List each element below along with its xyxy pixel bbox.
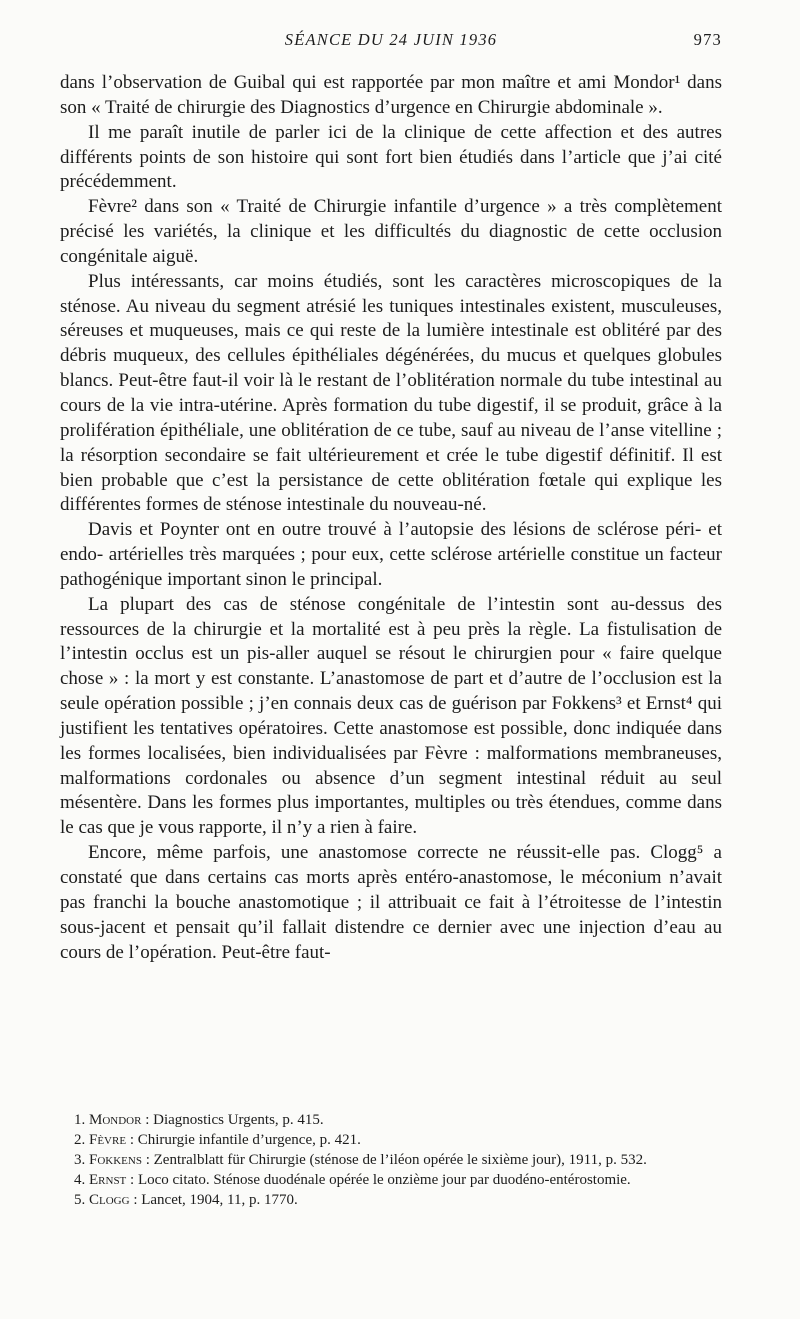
footnote-number: 1. [74, 1112, 86, 1128]
footnote-number: 2. [74, 1132, 86, 1148]
footnote-author: Fokkens [89, 1152, 142, 1168]
footnote-number: 4. [74, 1172, 86, 1188]
footnote-author: Fèvre [89, 1132, 127, 1148]
paragraph: dans l’observation de Guibal qui est rapportée par mon maître et ami Mondor¹ dans son « Traité de chirurgie des Diagnostics d’urgence en Chirurgie abdominale ». [60, 72, 722, 118]
paragraph: Fèvre² dans son « Traité de Chirurgie infantile d’urgence » a très complètement précisé les variétés, la clinique et les difficultés du diagnostic de cette occlusion congénitale aiguë. [60, 196, 722, 267]
footnote [60, 1190, 722, 1210]
paragraph: Il me paraît inutile de parler ici de la clinique de cette affection et des autres différents points de son histoire qui sont fort bien étudiés dans l’article que j’ai cité précédemment. [60, 121, 722, 193]
footnote [60, 1110, 722, 1130]
paragraph: Davis et Poynter ont en outre trouvé à l’autopsie des lésions de sclérose péri- et endo- artérielles très marquées ; pour eux, cette sclérose artérielle constitue un facteur pathogénique important sinon le principal. [60, 519, 722, 590]
footnote-text: : Diagnostics Urgents, p. 415. [141, 1112, 324, 1128]
footnote [60, 1150, 722, 1170]
footnote-text: : Zentralblatt für Chirurgie (sténose de l’iléon opérée le sixième jour), 1911, p. 532. [141, 1152, 647, 1168]
running-head-title: SÉANCE DU 24 JUIN 1936 [284, 30, 498, 49]
footnotes [60, 1110, 722, 1210]
paragraph: Encore, même parfois, une anastomose correcte ne réussit-elle pas. Clogg⁵ a constaté que dans certains cas morts après entéro-anastomose, le méconium n’avait pas franchi la bouche anastomotique ; il attribuait ce fait à l’étroitesse de l’intestin sous-jacent et pensait qu’il fallait distendre ce dernier avec une injection d’eau au cours de l’opération. Peut-être faut- [60, 842, 722, 963]
running-head [60, 30, 722, 56]
paragraph: Plus intéressants, car moins étudiés, sont les caractères microscopiques de la sténose. Au niveau du segment atrésié les tuniques intestinales existent, musculeuses, séreuses et muqueuses, mais ce qui reste de la lumière intestinale est oblitéré par des débris muqueux, des cellules épithéliales dégénérées, du mucus et quelques globules blancs. Peut-être faut-il voir là le restant de l’oblitération normale du tube intestinal au cours de la vie intra-utérine. Après formation du tube digestif, il se produit, grâce à la prolifération épithéliale, une oblitération de ce tube, sauf au niveau de l’anse vitelline ; la résorption secondaire se fait ultérieurement et crée le tube digestif définitif. Il est bien probable que c’est la persistance de cette oblitération fœtale qui explique les différentes formes de sténose intestinale du nouveau-né. [60, 270, 722, 516]
body-text [60, 71, 722, 965]
footnote-text: : Lancet, 1904, 11, p. 1770. [129, 1192, 298, 1208]
footnote-author: Mondor [89, 1112, 142, 1128]
footnote [60, 1170, 722, 1190]
footnote-text: : Loco citato. Sténose duodénale opérée le onzième jour par duodéno-entérostomie. [126, 1172, 631, 1188]
footnote-number: 5. [74, 1192, 86, 1208]
footnote-author: Ernst [89, 1172, 127, 1188]
paragraph: La plupart des cas de sténose congénitale de l’intestin sont au-dessus des ressources de la chirurgie et la mortalité est à peu près la règle. La fistulisation de l’intestin occlus est un pis-aller auquel se résout le chirurgien pour « faire quelque chose » : la mort y est constante. L’anastomose de part et d’autre de l’occlusion est la seule opération possible ; j’en connais deux cas de guérison par Fokkens³ et Ernst⁴ qui justifient les tentatives opératoires. Cette anastomose est possible, donc indiquée dans les formes localisées, bien individualisées par Fèvre : malformations membraneuses, malformations cordonales ou absence d’un segment intestinal réduit au seul mésentère. Dans les formes plus importantes, multiples ou très étendues, comme dans le cas que je vous rapporte, il n’y a rien à faire. [60, 593, 722, 839]
footnote [60, 1130, 722, 1150]
footnote-text: : Chirurgie infantile d’urgence, p. 421. [126, 1132, 361, 1148]
footnote-number: 3. [74, 1152, 86, 1168]
page-number: 973 [693, 30, 722, 49]
footnote-author: Clogg [89, 1192, 130, 1208]
